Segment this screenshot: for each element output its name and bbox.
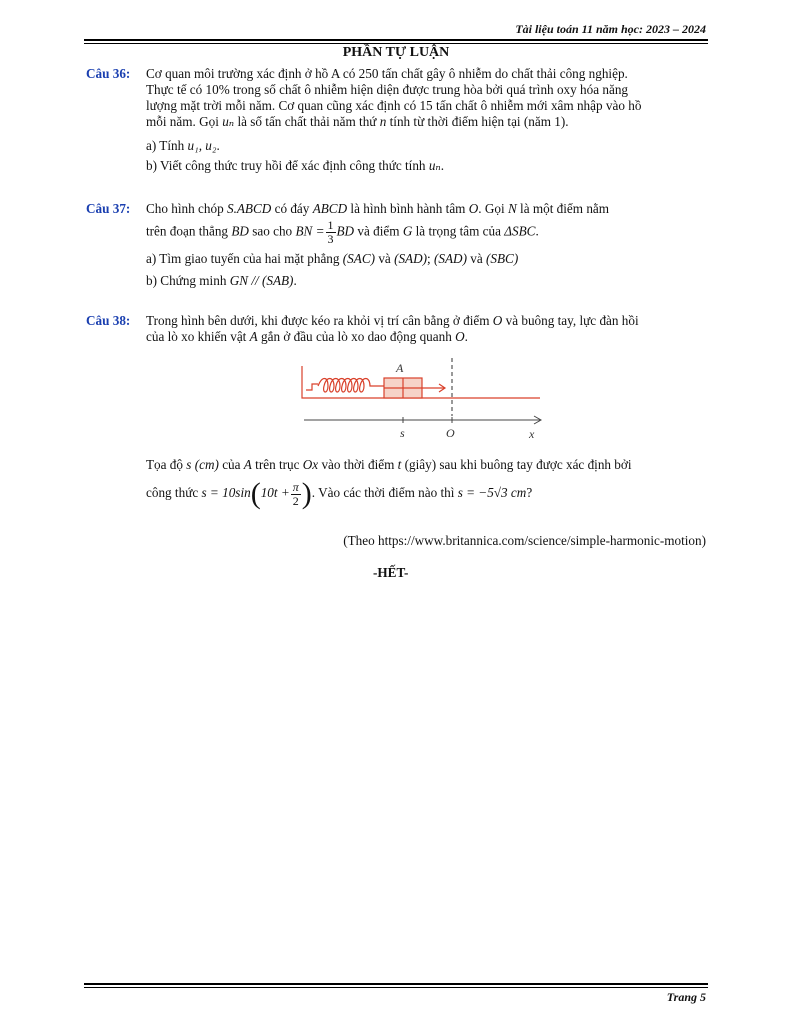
text-line: Tọa độ s (cm) của A trên trục Ox vào thời điểm t (giây) sau khi buông tay được xác định bởi (146, 457, 632, 472)
question-label: Câu 37: (86, 201, 131, 216)
question-body (146, 66, 706, 174)
spring-diagram (300, 358, 550, 444)
text-line: lượng mặt trời mỗi năm. Cơ quan cũng xác định có 15 tấn chất ô nhiễm mới xâm nhập vào hồ (146, 98, 642, 113)
tick-label-s: s (400, 426, 405, 440)
text-line: của lò xo khiến vật A gắn ở đầu của lò xo dao động quanh O. (146, 329, 468, 344)
source-citation: (Theo https://www.britannica.com/science/simple-harmonic-motion) (343, 533, 706, 548)
page-number: Trang 5 (666, 990, 706, 1004)
question-label: Câu 36: (86, 66, 131, 81)
text-line: Cho hình chóp S.ABCD có đáy ABCD là hình bình hành tâm O. Gọi N là một điểm nằm (146, 201, 610, 216)
sub-question-b: b) Chứng minh GN // (SAB). (146, 273, 297, 288)
question-body (146, 313, 706, 345)
axis-label-x: x (529, 427, 535, 441)
spring-coil (318, 379, 384, 393)
formula-line: công thức s = 10sin(10t + $\frac{\pi}{2}$ ). Vào các thời điểm nào thì s = −5√3 cm? (146, 477, 533, 510)
spring-mount (306, 384, 318, 390)
text-line: trên đoạn thẳng BD sao cho BN = $\frac{1}{3}$ BD và điểm G là trọng tâm của ΔSBC. (146, 218, 539, 246)
question-label: Câu 38: (86, 313, 131, 328)
sub-question-a: a) Tìm giao tuyến của hai mặt phẳng (SAC) và (SAD); (SAD) và (SBC) (146, 251, 519, 266)
text-line: Trong hình bên dưới, khi được kéo ra khỏi vị trí cân bằng ở điểm O và buông tay, lực đàn hồi (146, 313, 639, 328)
fraction: $\frac{\pi}{2}$ (292, 479, 299, 508)
header-title: Tài liệu toán 11 năm học: 2023 – 2024 (515, 22, 706, 36)
block-label: A (396, 361, 404, 375)
header-rule-thin (84, 43, 708, 44)
sub-question-b: b) Viết công thức truy hồi để xác định công thức tính uₙ. (146, 158, 445, 173)
tick-label-o: O (446, 426, 455, 440)
sub-question-a: a) Tính u₁, u₂. (146, 138, 220, 153)
question-body (146, 201, 706, 289)
math-var: uₙ (222, 114, 235, 129)
text-line: Thực tế có 10% trong số chất ô nhiễm hiện diện được trung hòa bởi quá trình oxy hóa năng (146, 82, 629, 97)
footer-rule-thin (84, 987, 708, 988)
text-line: mỗi năm. Gọi uₙ là số tấn chất thải năm thứ n tính từ thời điểm hiện tại (năm 1). (146, 114, 569, 129)
fraction: $\frac{1}{3}$ (327, 218, 334, 246)
footer-rule (84, 983, 708, 985)
header-rule (84, 39, 708, 41)
end-mark: -HẾT- (373, 565, 409, 580)
question-body (146, 457, 706, 509)
text-line: Cơ quan môi trường xác định ở hồ A có 250 tấn chất gây ô nhiễm do chất thải công nghiệp. (146, 66, 628, 81)
math-var: n (379, 114, 387, 129)
section-title: PHẦN TỰ LUẬN (342, 45, 450, 60)
